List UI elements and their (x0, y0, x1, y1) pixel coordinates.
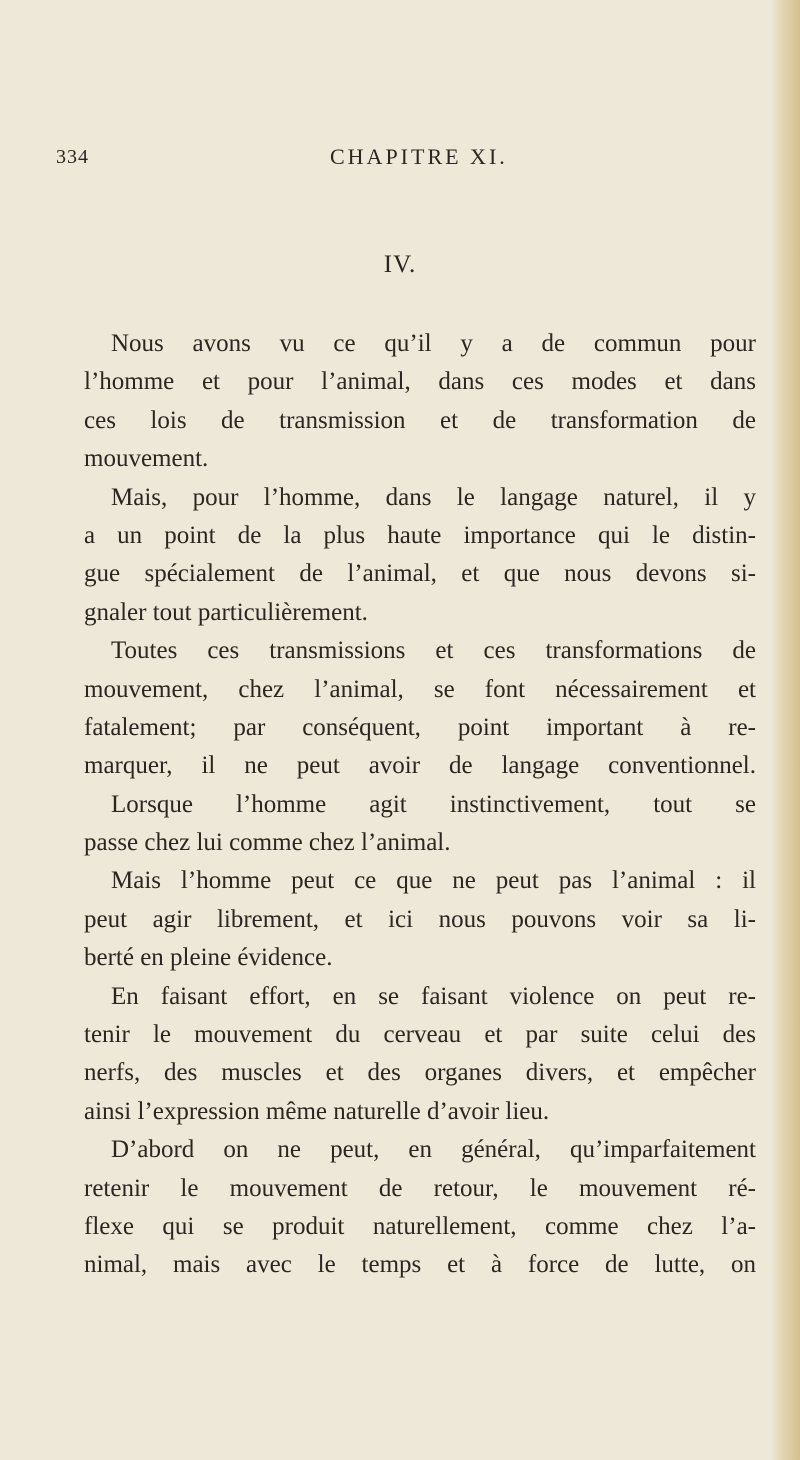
text-line: fatalement; par conséquent, point important à re- (84, 713, 756, 741)
text-line: En faisant effort, en se faisant violence on peut re- (111, 982, 756, 1010)
text-line: ces lois de transmission et de transformation de (84, 406, 756, 434)
text-line: passe chez lui comme chez l’animal. (84, 829, 451, 857)
page-number: 334 (56, 146, 89, 168)
text-line: D’abord on ne peut, en général, qu’imparfaitement (111, 1136, 756, 1164)
body-text (84, 325, 756, 1285)
text-line: tenir le mouvement du cerveau et par suite celui des (84, 1021, 756, 1049)
text-line: l’homme et pour l’animal, dans ces modes et dans (84, 368, 756, 396)
text-line: ainsi l’expression même naturelle d’avoir lieu. (84, 1097, 550, 1125)
text-line: mouvement, chez l’animal, se font nécessairement et (84, 675, 756, 703)
text-line: Toutes ces transmissions et ces transformations de (111, 637, 756, 665)
page-header (0, 146, 800, 176)
text-line: retenir le mouvement de retour, le mouvement ré- (84, 1174, 756, 1202)
section-heading: IV. (383, 251, 417, 278)
text-line: Mais, pour l’homme, dans le langage naturel, il y (111, 483, 756, 511)
text-line: Lorsque l’homme agit instinctivement, tout se (111, 790, 756, 818)
text-line: a un point de la plus haute importance qui le distin- (84, 521, 756, 549)
text-line: nimal, mais avec le temps et à force de lutte, on (84, 1251, 756, 1279)
text-line: gue spécialement de l’animal, et que nous devons si- (84, 560, 756, 588)
text-line: mouvement. (84, 445, 209, 473)
text-line: marquer, il ne peut avoir de langage conventionnel. (84, 752, 756, 780)
text-line: gnaler tout particulièrement. (84, 598, 368, 626)
running-head: CHAPITRE XI. (330, 144, 508, 169)
text-line: Mais l’homme peut ce que ne peut pas l’animal : il (111, 867, 756, 895)
text-line: flexe qui se produit naturellement, comme chez l’a- (84, 1212, 756, 1240)
text-line: Nous avons vu ce qu’il y a de commun pour (111, 330, 756, 357)
text-line: berté en pleine évidence. (84, 944, 333, 972)
text-line: peut agir librement, et ici nous pouvons voir sa li- (84, 905, 756, 933)
text-line: nerfs, des muscles et des organes divers, et empêcher (84, 1059, 756, 1087)
